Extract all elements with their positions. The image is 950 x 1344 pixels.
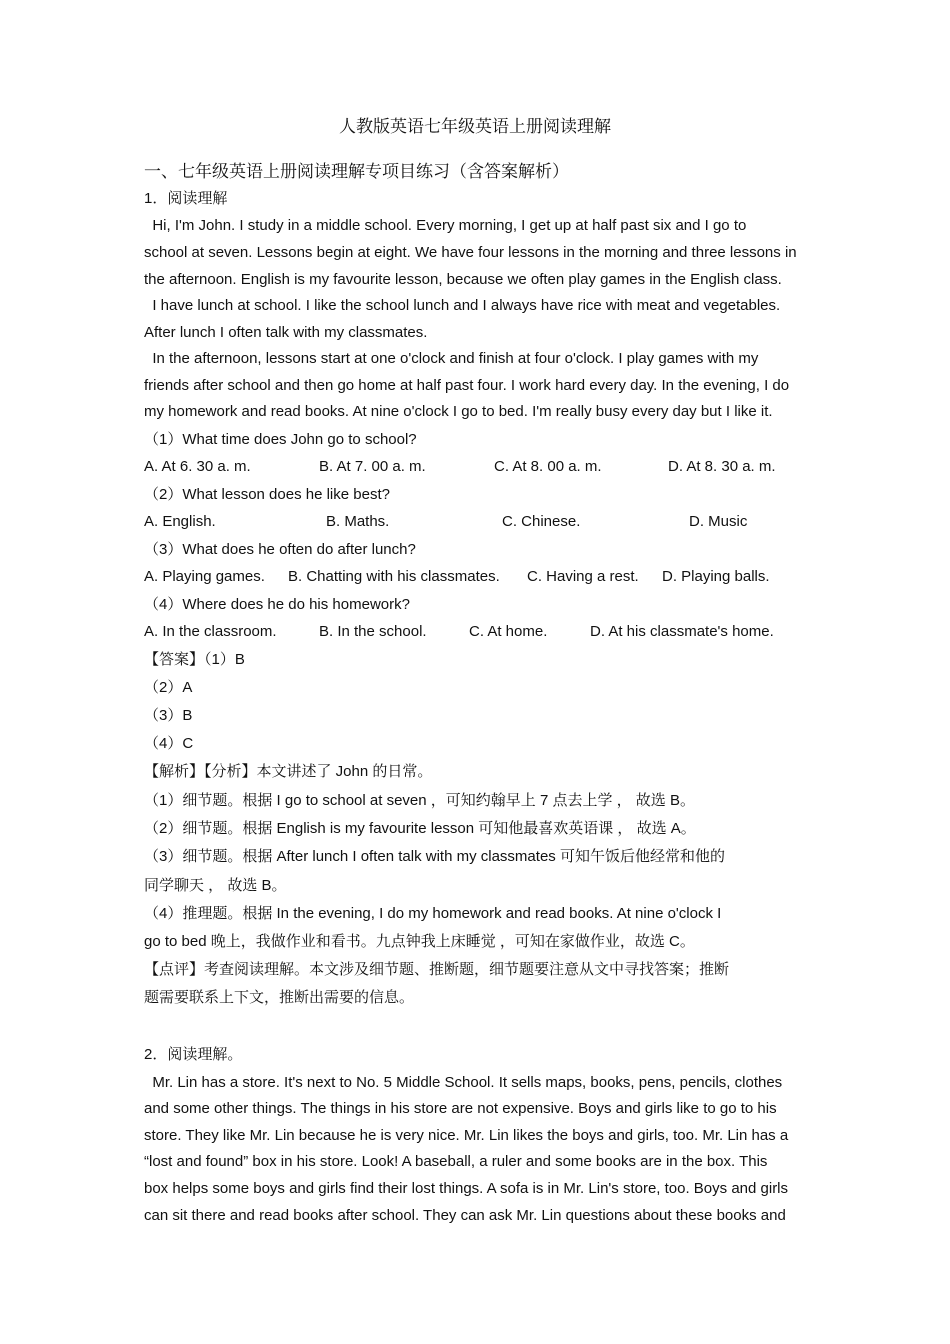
passage-1-line: After lunch I often talk with my classmates. <box>144 324 428 341</box>
option-a: A. English. <box>144 513 216 530</box>
passage-2-line: and some other things. The things in his store are not expensive. Boys and girls like to go to his <box>144 1100 777 1117</box>
passage-2-line: Mr. Lin has a store. It's next to No. 5 Middle School. It sells maps, books, pens, pencils, clothes <box>144 1074 783 1091</box>
option-b: B. In the school. <box>319 623 427 640</box>
option-c: C. Having a rest. <box>527 568 639 585</box>
passage-1-line: friends after school and then go home at half past four. I work hard every day. In the evening, I do <box>144 377 790 394</box>
question-stem: （2）What lesson does he like best? <box>144 486 390 503</box>
analysis-line: （3）细节题。根据 After lunch I often talk with my classmates 可知午饭后他经常和他的 <box>144 848 725 865</box>
option-d: D. Music <box>689 513 748 530</box>
analysis-line: （4）推理题。根据 In the evening, I do my homework and read books. At nine o'clock I <box>144 905 722 922</box>
passage-1-line: the afternoon. English is my favourite lesson, because we often play games in the English class. <box>144 271 782 288</box>
passage-1-line: In the afternoon, lessons start at one o'clock and finish at four o'clock. I play games with my <box>144 350 759 367</box>
passage-1-line: Hi, I'm John. I study in a middle school. Every morning, I get up at half past six and I go to <box>144 217 747 234</box>
option-a: A. At 6. 30 a. m. <box>144 458 251 475</box>
question-stem: （1）What time does John go to school? <box>144 431 417 448</box>
passage-1-line: I have lunch at school. I like the school lunch and I always have rice with meat and vegetables. <box>144 297 781 314</box>
option-c: C. Chinese. <box>502 513 581 530</box>
passage-2-line: “lost and found” box in his store. Look! A baseball, a ruler and some books are in the box. This <box>144 1153 768 1170</box>
question-stem: （3）What does he often do after lunch? <box>144 541 416 558</box>
option-d: D. At 8. 30 a. m. <box>668 458 776 475</box>
passage-2-line: can sit there and read books after school. They can ask Mr. Lin questions about these books and <box>144 1207 786 1224</box>
analysis-line: 题需要联系上下文，推断出需要的信息。 <box>144 989 415 1006</box>
analysis-line: 【解析】【分析】本文讲述了 John 的日常。 <box>144 763 433 780</box>
passage-2-line: store. They like Mr. Lin because he is very nice. Mr. Lin likes the boys and girls, too. Mr. Lin has a <box>144 1127 789 1144</box>
passage-1-line: my homework and read books. At nine o'clock I go to bed. I'm really busy every day but I like it. <box>144 403 773 420</box>
answer-line: （3）B <box>144 707 193 724</box>
passage-2-line: box helps some boys and girls find their lost things. A sofa is in Mr. Lin's store, too. Boys and girls <box>144 1180 789 1197</box>
option-c: C. At 8. 00 a. m. <box>494 458 602 475</box>
option-a: A. In the classroom. <box>144 623 277 640</box>
option-b: B. Maths. <box>326 513 390 530</box>
option-b: B. Chatting with his classmates. <box>288 568 500 585</box>
option-c: C. At home. <box>469 623 548 640</box>
analysis-line: go to bed 晚上，我做作业和看书。九点钟我上床睡觉 ，可知在家做作业，故选 C。 <box>144 933 695 950</box>
analysis-line: 【点评】考查阅读理解。本文涉及细节题、推断题，细节题要注意从文中寻找答案；推断 <box>144 961 730 978</box>
question-stem: （4）Where does he do his homework? <box>144 596 410 613</box>
option-a: A. Playing games. <box>144 568 265 585</box>
answer-line: （4）C <box>144 735 194 752</box>
page-title: 人教版英语七年级英语上册阅读理解 <box>339 117 611 137</box>
question-2-heading: 2．阅读理解。 <box>144 1046 243 1063</box>
option-d: D. Playing balls. <box>662 568 770 585</box>
question-1-heading: 1．阅读理解 <box>144 190 228 207</box>
option-d: D. At his classmate's home. <box>590 623 774 640</box>
analysis-line: （1）细节题。根据 I go to school at seven ，可知约翰早上 7 点去上学 ， 故选 B。 <box>144 792 695 809</box>
section-heading: 一、七年级英语上册阅读理解专项目练习（含答案解析） <box>144 162 569 182</box>
passage-1-line: school at seven. Lessons begin at eight. We have four lessons in the morning and three lessons in <box>144 244 797 261</box>
option-b: B. At 7. 00 a. m. <box>319 458 426 475</box>
answer-line: （2）A <box>144 679 193 696</box>
answer-line: 【答案】（1）B <box>144 651 245 668</box>
analysis-line: （2）细节题。根据 English is my favourite lesson 可知他最喜欢英语课 ， 故选 A。 <box>144 820 696 837</box>
analysis-line: 同学聊天 ， 故选 B。 <box>144 877 287 894</box>
